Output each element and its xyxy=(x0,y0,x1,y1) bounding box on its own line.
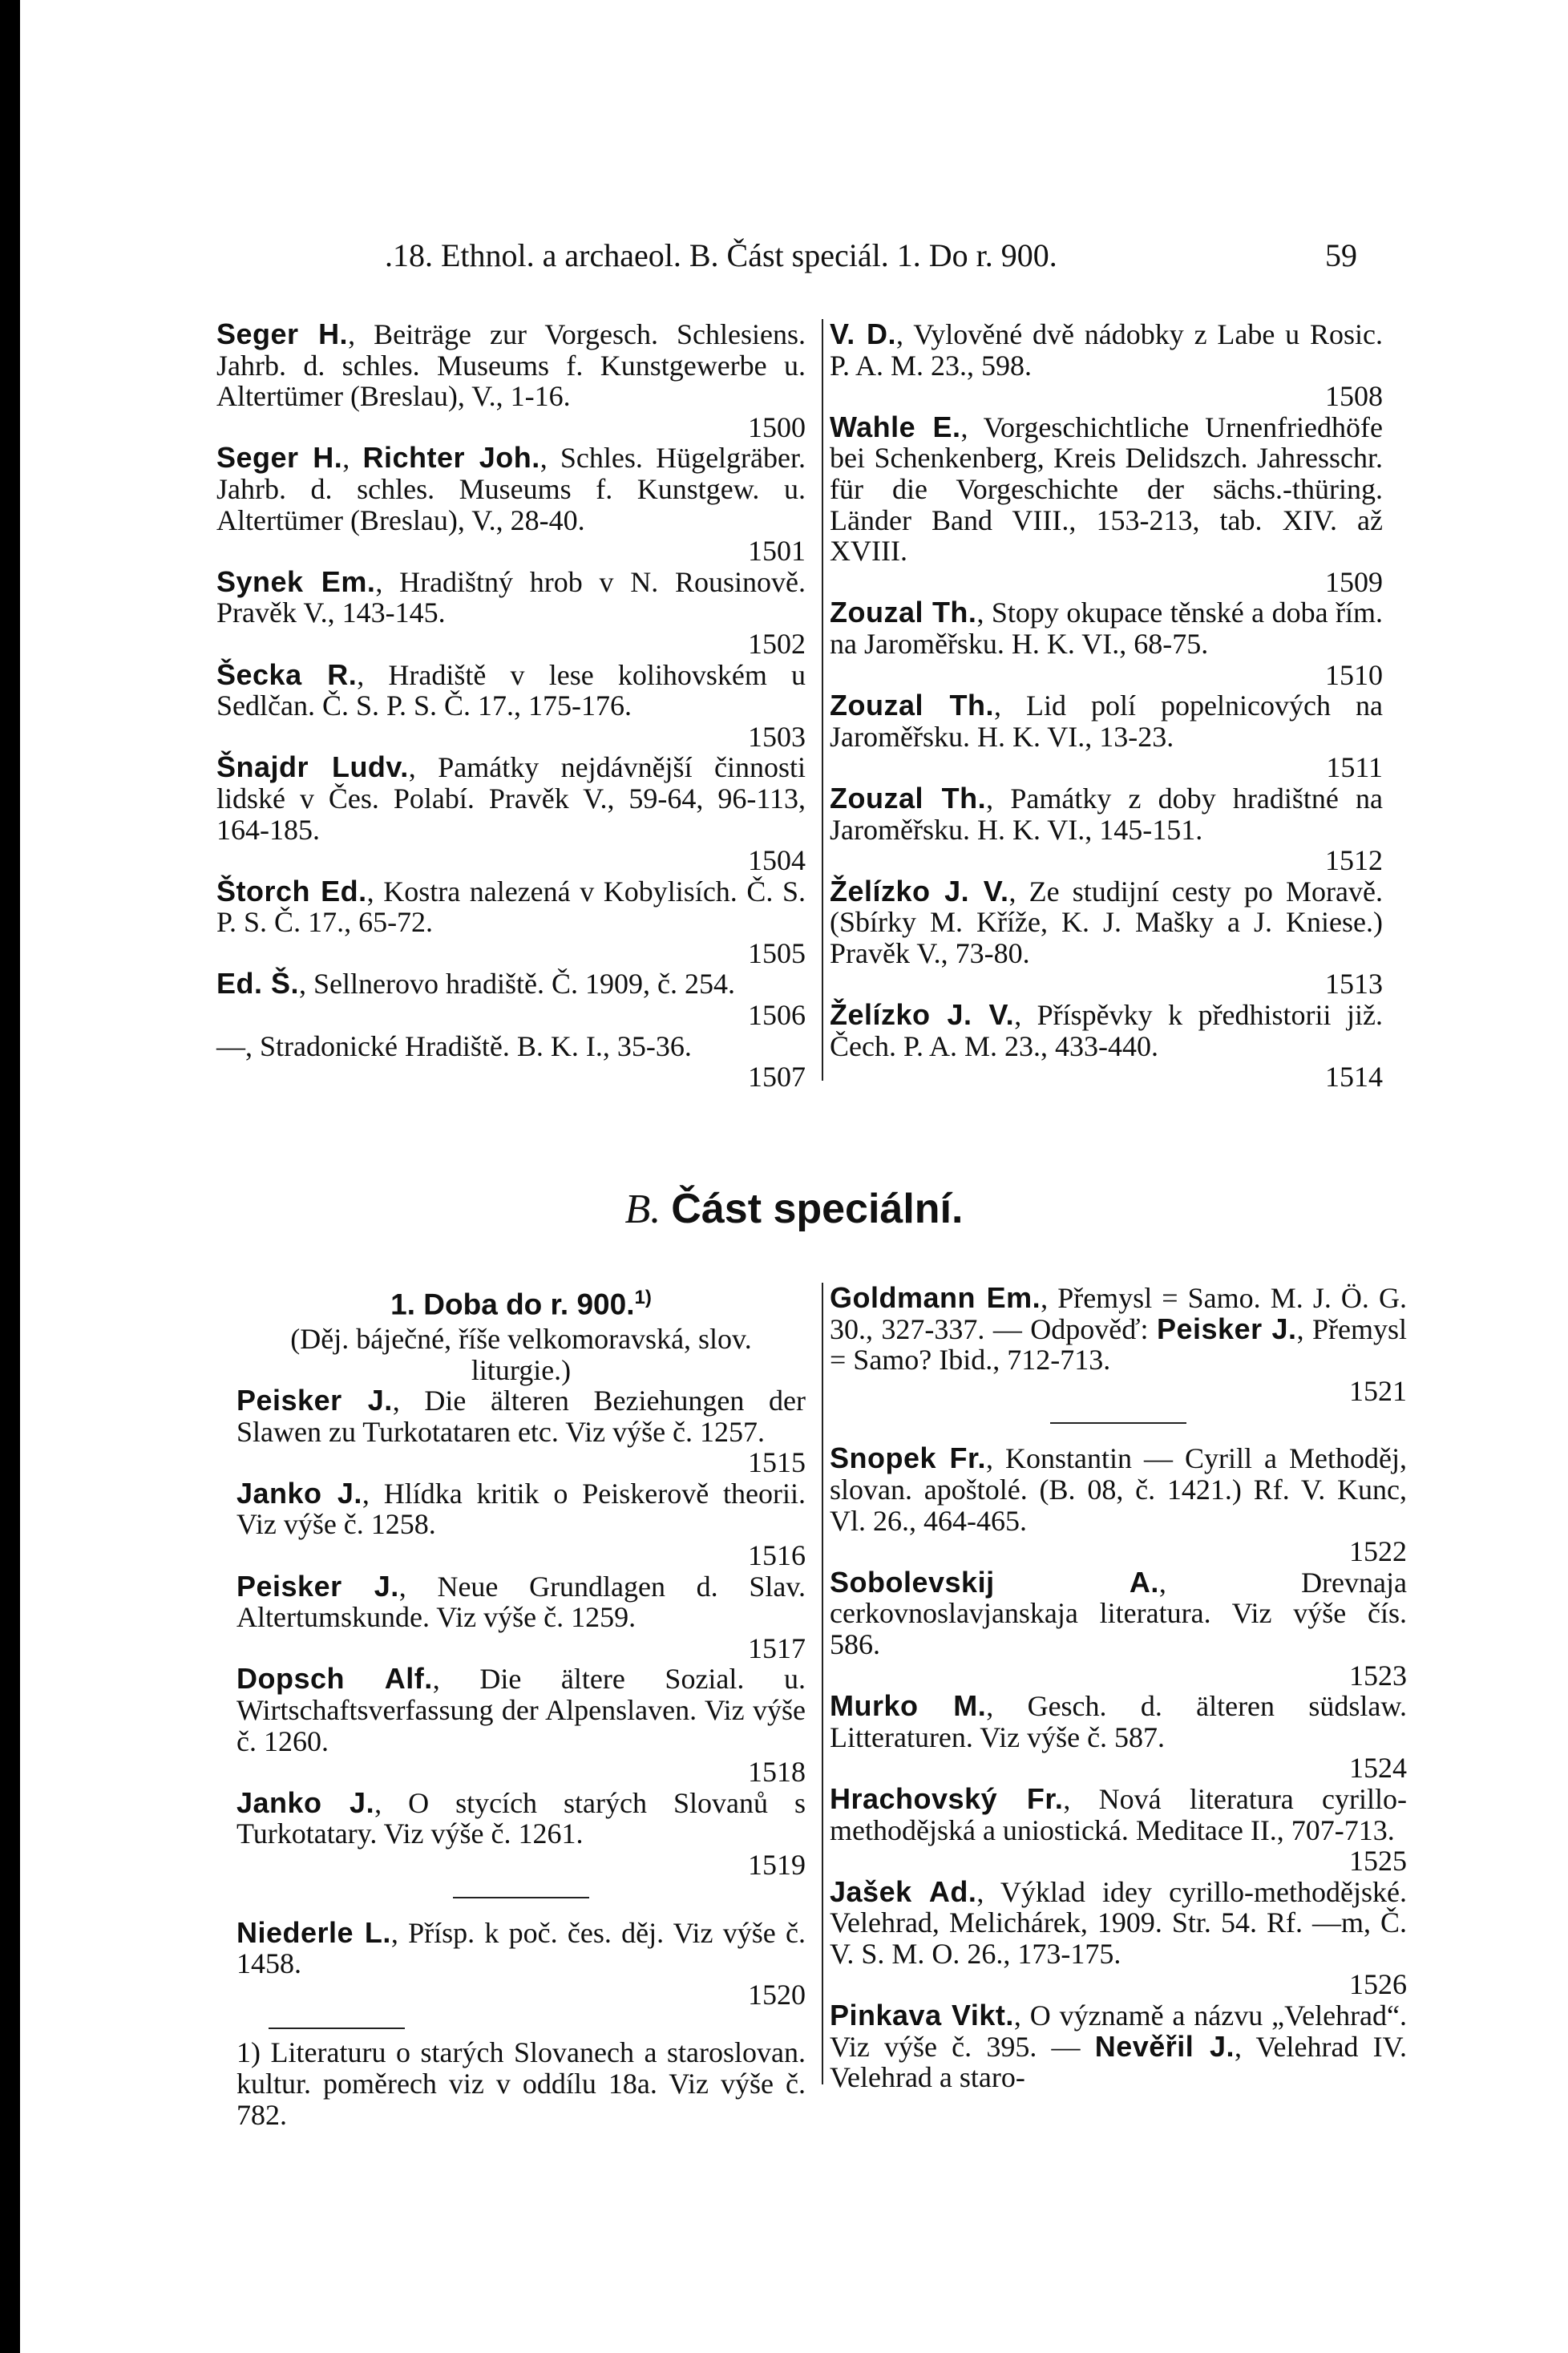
entry-text: , Výklad idey cyrillo-methodějské. Velehrad, Melichárek, 1909. Str. 54. Rf. —m, Č. V. S. M. O. 26., 173-175. xyxy=(830,1875,1407,1970)
bib-entry xyxy=(830,1283,1407,1376)
subsection-title: 1. Doba do r. 900.$^{1)}$ xyxy=(390,1287,652,1321)
subsection-subtitle: (Děj. báječné, říše velkomoravská, slov. liturgie.) xyxy=(290,1322,752,1386)
author-name: Zouzal Th. xyxy=(830,781,987,815)
entry-number: 1505 xyxy=(748,936,806,969)
bib-entry xyxy=(830,1000,1383,1061)
author-name: Dopsch Alf. xyxy=(236,1662,433,1696)
entry-number: 1524 xyxy=(1349,1752,1407,1785)
entry-number: 1516 xyxy=(748,1539,806,1572)
entry-text: , Vorgeschichtliche Urnenfriedhöfe bei Schenkenberg, Kreis Delidszch. Jahresschr. für die Vorgeschichte der sächs.-thüring. Länder Band VIII., 153-213, tab. XIV. až XVIII. xyxy=(830,410,1383,568)
entry-text: , Příspěvky k předhistorii již. Čech. P. A. M. 23., 433-440. xyxy=(830,999,1383,1062)
bib-entry xyxy=(236,1478,806,1540)
bib-entry xyxy=(236,1915,806,1980)
entry-text: , Přemysl = Samo. M. J. Ö. G. 30., 327-337. — Odpověď: xyxy=(830,1282,1407,1345)
bib-entry xyxy=(830,2000,1407,2093)
entry-text: , Neue Grundlagen d. Slav. Altertumskunde. Viz výše č. 1259. xyxy=(236,1570,806,1634)
entry-text: , Sellnerovo hradiště. Č. 1909, č. 254. xyxy=(299,968,735,1001)
author-name: Hrachovský Fr. xyxy=(830,1781,1064,1815)
entry-text: , Beiträge zur Vorgesch. Schlesiens. Jahrb. d. schles. Museums f. Kunstgewerbe u. Altertümer (Breslau), V., 1-16. xyxy=(216,318,806,413)
bib-entry xyxy=(216,657,806,722)
entry-number: 1502 xyxy=(748,627,806,660)
author-name: V. D. xyxy=(830,317,897,350)
entry-number: 1510 xyxy=(1325,658,1383,691)
bib-entry xyxy=(236,1571,806,1633)
footnote-rule xyxy=(269,2028,405,2029)
bib-entry xyxy=(830,412,1383,567)
bib-entry xyxy=(236,1664,806,1757)
page-number: 59 xyxy=(1325,237,1357,273)
author-name: Goldmann Em. xyxy=(830,1281,1041,1314)
entry-text: , Hlídka kritik o Peiskerově theorii. Viz výše č. 1258. xyxy=(236,1477,806,1541)
footnote: 1) Literaturu o starých Slovanech a staroslovan. kultur. poměrech viz v oddílu 18a. Viz výše č. 782. xyxy=(236,2036,806,2131)
entry-number: 1526 xyxy=(1349,1968,1407,2001)
bib-entry xyxy=(216,1031,806,1062)
separator-rule xyxy=(453,1897,589,1898)
entry-number: 1519 xyxy=(748,1849,806,1882)
entry-number: 1515 xyxy=(748,1446,806,1479)
author-name: Pinkava Vikt. xyxy=(830,1999,1014,2032)
author-name: Peisker J. xyxy=(1156,1312,1297,1345)
entry-text: , Přemysl = Samo? Ibid., 712-713. xyxy=(830,1312,1407,1377)
entry-text: , Velehrad IV. Velehrad a staro- xyxy=(830,2030,1407,2094)
author-name: Želízko J. V. xyxy=(830,874,1009,908)
author-name: Sobolevskij A. xyxy=(830,1565,1159,1599)
entry-text: , Památky nejdávnější činnosti lidské v Čes. Polabí. Pravěk V., 59-64, 96-113, 164-185. xyxy=(216,751,806,846)
entry-text: , Nová literatura cyrillo-methodějská a uniostická. Meditace II., 707-713. xyxy=(830,1782,1407,1846)
bib-entry xyxy=(830,319,1383,381)
bib-entry xyxy=(830,783,1383,845)
entry-number: 1508 xyxy=(1325,380,1383,413)
entry-number: 1518 xyxy=(748,1756,806,1789)
entry-text: , O významě a názvu „Velehrad“. Viz výše č. 395. — xyxy=(830,1999,1408,2063)
author-name: Zouzal Th. xyxy=(830,689,994,722)
entry-text: , Die ältere Sozial. u. Wirtschaftsverfassung der Alpenslaven. Viz výše č. 1260. xyxy=(236,1663,806,1757)
entry-text: , xyxy=(342,442,363,475)
author-name: Richter Joh. xyxy=(362,441,540,475)
bottom-right-column xyxy=(830,1283,1407,2093)
entry-number: 1513 xyxy=(1325,968,1383,1001)
entry-number: 1512 xyxy=(1325,844,1383,877)
author-name: Nevěřil J. xyxy=(1094,2029,1235,2063)
bottom-left-entries xyxy=(236,1385,806,2010)
top-left-column xyxy=(216,319,806,1093)
entry-number: 1500 xyxy=(748,410,806,443)
entry-text: , Hradištný hrob v N. Rousinově. Pravěk V., 143-145. xyxy=(216,565,806,629)
entry-text: , Ze studijní cesty po Moravě. (Sbírky M. Kříže, K. J. Mašky a J. Kniese.) Pravěk V., 73-80. xyxy=(830,875,1383,969)
entry-number: 1522 xyxy=(1349,1535,1407,1568)
bib-entry xyxy=(830,597,1383,659)
entry-text: , Hradiště v lese kolihovském u Sedlčan. Č. S. P. S. Č. 17., 175-176. xyxy=(216,658,806,722)
entry-number: 1507 xyxy=(748,1061,806,1094)
author-name: Peisker J. xyxy=(236,1569,399,1603)
section-title xyxy=(20,1185,1568,1233)
author-name: Janko J. xyxy=(236,1785,375,1819)
entry-text: , Lid polí popelnicových na Jaroměřsku. H. K. VI., 13-23. xyxy=(830,689,1383,753)
author-name: Peisker J. xyxy=(236,1384,393,1417)
author-name: Jašek Ad. xyxy=(830,1874,977,1908)
entry-number: 1511 xyxy=(1326,751,1383,784)
bib-entry xyxy=(830,1781,1407,1846)
bib-entry xyxy=(830,1567,1407,1660)
entry-text: —, Stradonické Hradiště. B. K. I., 35-36. xyxy=(216,1029,692,1062)
section-heading: Část speciální. xyxy=(671,1186,964,1232)
running-header: .18. Ethnol. a archaeol. B. Část speciál. 1. Do r. 900. xyxy=(385,237,1057,273)
entry-text: , Die älteren Beziehungen der Slawen zu Turkotataren etc. Viz výše č. 1257. xyxy=(236,1385,806,1448)
section-letter: B. xyxy=(624,1187,661,1232)
entry-text: , Gesch. d. älteren südslaw. Litteraturen. Viz výše č. 587. xyxy=(830,1690,1407,1753)
entry-text: , Památky z doby hradištné na Jaroměřsku. H. K. VI., 145-151. xyxy=(830,782,1383,846)
bib-entry xyxy=(830,1874,1407,1970)
bib-entry xyxy=(216,752,806,845)
author-name: Šecka R. xyxy=(216,657,358,691)
bib-entry xyxy=(216,876,806,938)
top-right-column xyxy=(830,319,1383,1093)
entry-text: , Konstantin — Cyrill a Methoděj, slovan. apoštolé. (B. 08, č. 1421.) Rf. V. Kunc, Vl. 26., 464-465. xyxy=(830,1442,1407,1537)
author-name: Niederle L. xyxy=(236,1915,391,1949)
author-name: Šnajdr Ludv. xyxy=(216,750,409,784)
entry-number: 1504 xyxy=(748,844,806,877)
author-name: Wahle E. xyxy=(830,410,961,443)
entry-text: , Kostra nalezená v Kobylisích. Č. S. P. S. Č. 17., 65-72. xyxy=(216,875,806,939)
bib-entry xyxy=(236,1385,806,1447)
bib-entry xyxy=(216,564,806,629)
entry-text: , Vylověné dvě nádobky z Labe u Rosic. P. A. M. 23., 598. xyxy=(830,318,1384,382)
bib-entry xyxy=(830,690,1383,752)
bib-entry xyxy=(830,1443,1407,1536)
bib-entry xyxy=(216,319,806,412)
entry-number: 1517 xyxy=(748,1631,806,1664)
author-name: Ed. Š. xyxy=(216,967,300,1001)
entry-number: 1523 xyxy=(1349,1659,1407,1692)
entry-text: , Drevnaja cerkovnoslavjanskaja literatura. Viz výše čís. 586. xyxy=(830,1566,1407,1660)
entry-number: 1514 xyxy=(1325,1061,1383,1094)
column-divider-top xyxy=(822,319,823,1081)
author-name: Janko J. xyxy=(236,1476,362,1510)
bottom-left-column xyxy=(236,1283,806,2130)
entry-number: 1521 xyxy=(1349,1374,1407,1407)
author-name: Murko M. xyxy=(830,1689,987,1723)
entry-text: , O stycích starých Slovanů s Turkotatary. Viz výše č. 1261. xyxy=(236,1786,806,1850)
column-divider-bottom xyxy=(822,1283,823,2084)
author-name: Želízko J. V. xyxy=(830,998,1015,1032)
entry-number: 1503 xyxy=(748,720,806,753)
bib-entry xyxy=(236,1785,806,1850)
author-name: Synek Em. xyxy=(216,564,376,598)
bib-entry xyxy=(830,1691,1407,1753)
entry-text: , Přísp. k poč. čes. děj. Viz výše č. 1458. xyxy=(236,1916,806,1980)
entry-number: 1525 xyxy=(1349,1845,1407,1878)
entry-number: 1520 xyxy=(748,1978,806,2011)
author-name: Seger H. xyxy=(216,441,343,475)
separator-rule xyxy=(1050,1422,1186,1424)
book-page xyxy=(20,0,1568,2353)
entry-number: 1506 xyxy=(748,999,806,1032)
entry-text: , Schles. Hügelgräber. Jahrb. d. schles. Museums f. Kunstgew. u. Altertümer (Breslau), V., 28-40. xyxy=(216,442,806,536)
author-name: Štorch Ed. xyxy=(216,874,367,908)
entry-number: 1501 xyxy=(748,535,806,568)
bib-entry xyxy=(216,968,806,1000)
author-name: Seger H. xyxy=(216,317,349,350)
entry-text: , Stopy okupace těnské a doba řím. na Jaroměřsku. H. K. VI., 68-75. xyxy=(830,596,1383,660)
bib-entry xyxy=(216,443,806,536)
entry-number: 1509 xyxy=(1325,565,1383,598)
author-name: Zouzal Th. xyxy=(830,596,977,629)
author-name: Snopek Fr. xyxy=(830,1441,987,1475)
bib-entry xyxy=(830,876,1383,969)
